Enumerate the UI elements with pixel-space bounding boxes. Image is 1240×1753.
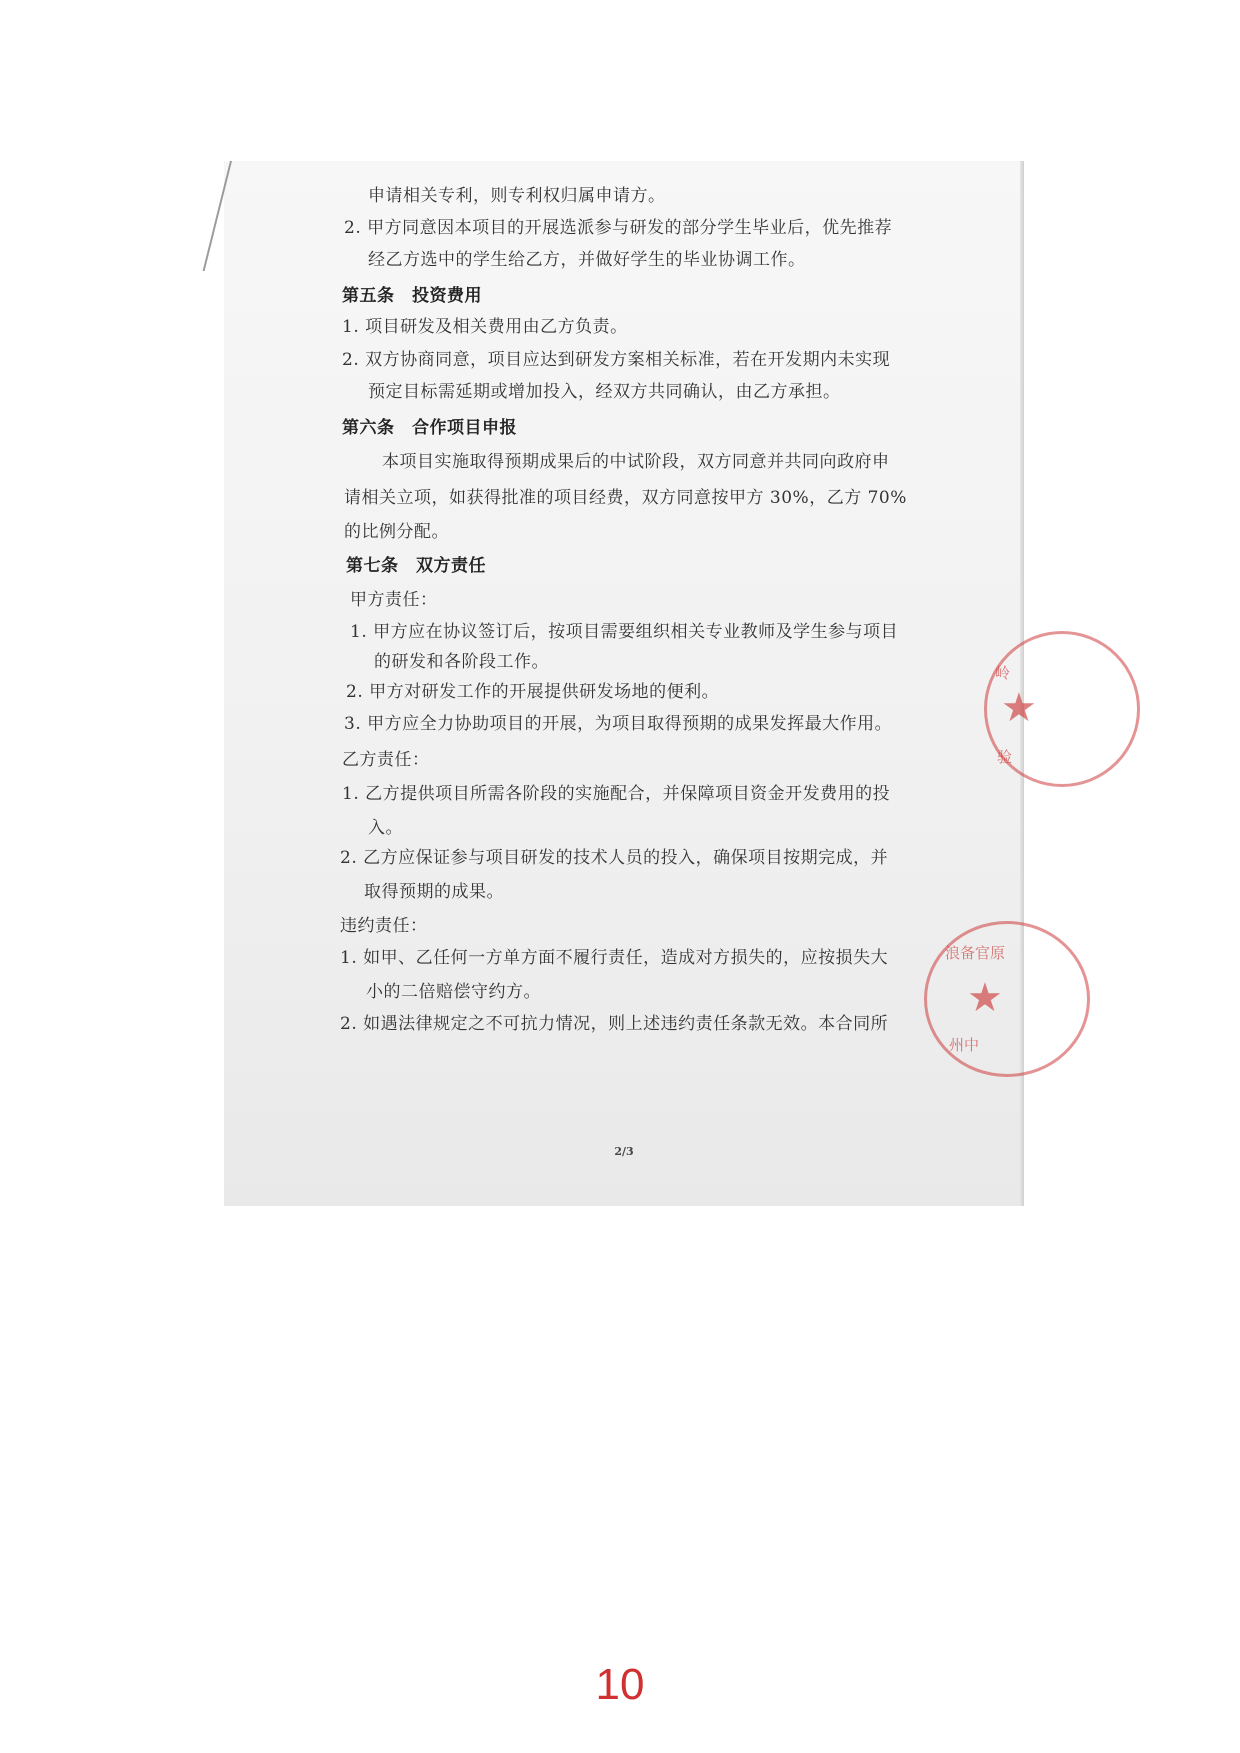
section-heading: 第七条 双方责任 [346, 556, 486, 576]
doc-line: 取得预期的成果。 [364, 882, 504, 902]
seal-text: 验 [997, 748, 1013, 766]
document-page-label: 2/3 [614, 1145, 634, 1158]
official-seal-upper [984, 631, 1140, 787]
paper-edge [203, 161, 232, 271]
doc-line: 2. 乙方应保证参与项目研发的技术人员的投入，确保项目按期完成，并 [340, 848, 889, 868]
doc-line: 2. 如遇法律规定之不可抗力情况，则上述违约责任条款无效。本合同所 [340, 1014, 889, 1034]
doc-line: 的研发和各阶段工作。 [374, 652, 549, 672]
doc-line: 的比例分配。 [344, 522, 449, 542]
page-number: 10 [595, 1660, 645, 1709]
doc-line: 违约责任： [340, 916, 428, 936]
doc-line: 入。 [368, 818, 403, 838]
seal-text: 浪备官原 [945, 944, 1006, 962]
doc-line: 2. 甲方对研发工作的开展提供研发场地的便利。 [346, 682, 720, 702]
seal-text: 州中 [949, 1036, 980, 1054]
doc-line: 请相关立项，如获得批准的项目经费，双方同意按甲方 30%，乙方 70% [344, 488, 907, 508]
section-heading: 第五条 投资费用 [342, 286, 482, 306]
seal-star-icon: ★ [1001, 685, 1037, 731]
seal-text: 岭 [995, 664, 1011, 682]
doc-line: 本项目实施取得预期成果后的中试阶段，双方同意并共同向政府申 [382, 452, 890, 472]
doc-line: 1. 乙方提供项目所需各阶段的实施配合，并保障项目资金开发费用的投 [342, 784, 891, 804]
doc-line: 2. 甲方同意因本项目的开展选派参与研发的部分学生毕业后，优先推荐 [344, 218, 893, 238]
doc-line: 甲方责任： [350, 590, 438, 610]
doc-line: 2. 双方协商同意，项目应达到研发方案相关标准，若在开发期内未实现 [342, 350, 891, 370]
doc-line: 1. 如甲、乙任何一方单方面不履行责任，造成对方损失的，应按损失大 [340, 948, 889, 968]
seal-star-icon: ★ [967, 975, 1003, 1021]
official-seal-lower [924, 921, 1090, 1077]
doc-line: 小的二倍赔偿守约方。 [366, 982, 541, 1002]
doc-line: 申请相关专利，则专利权归属申请方。 [368, 186, 666, 206]
doc-line: 1. 项目研发及相关费用由乙方负责。 [342, 317, 628, 337]
doc-line: 预定目标需延期或增加投入，经双方共同确认，由乙方承担。 [368, 382, 841, 402]
doc-line: 经乙方选中的学生给乙方，并做好学生的毕业协调工作。 [368, 250, 806, 270]
doc-line: 3. 甲方应全力协助项目的开展，为项目取得预期的成果发挥最大作用。 [344, 714, 893, 734]
doc-line: 乙方责任： [342, 750, 430, 770]
section-heading: 第六条 合作项目申报 [342, 418, 517, 438]
document-photo [224, 161, 1037, 1206]
doc-line: 1. 甲方应在协议签订后，按项目需要组织相关专业教师及学生参与项目 [350, 622, 899, 642]
